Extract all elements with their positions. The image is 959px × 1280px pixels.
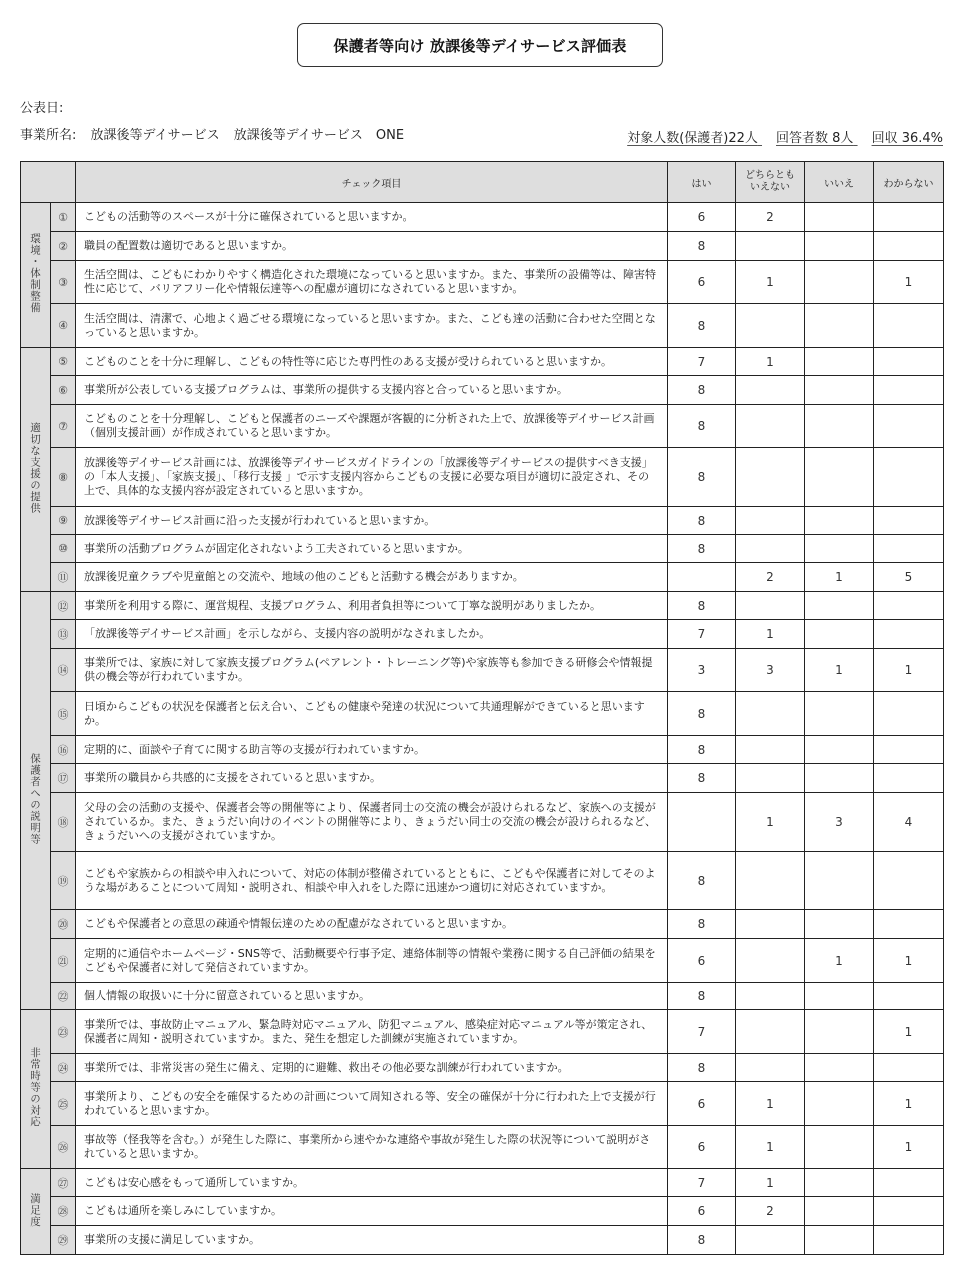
count-no bbox=[805, 405, 874, 448]
count-neither bbox=[736, 852, 805, 910]
count-unknown bbox=[874, 304, 944, 348]
item-question: 日頃からこどもの状況を保護者と伝え合い、こどもの健康や発達の状況について共通理解ができていると思いますか。 bbox=[76, 692, 668, 736]
item-number: ⑪ bbox=[51, 563, 76, 592]
item-question: 生活空間は、清潔で、心地よく過ごせる環境になっていると思いますか。また、こども達の活動に合わせた空間となっていると思いますか。 bbox=[76, 304, 668, 348]
count-unknown bbox=[874, 376, 944, 405]
count-neither: 1 bbox=[736, 1169, 805, 1197]
item-number: ⑤ bbox=[51, 348, 76, 376]
table-row bbox=[21, 1126, 944, 1169]
count-yes: 8 bbox=[668, 405, 736, 448]
count-unknown: 1 bbox=[874, 1010, 944, 1054]
item-number: ⑲ bbox=[51, 852, 76, 910]
table-row bbox=[21, 1197, 944, 1226]
count-no bbox=[805, 620, 874, 649]
count-no bbox=[805, 983, 874, 1010]
item-number: ㉑ bbox=[51, 939, 76, 983]
count-no bbox=[805, 348, 874, 376]
item-question: こどものことを十分に理解し、こどもの特性等に応じた専門性のある支援が受けられていると思いますか。 bbox=[76, 348, 668, 376]
count-yes: 8 bbox=[668, 592, 736, 620]
table-row bbox=[21, 649, 944, 692]
item-number: ⑨ bbox=[51, 507, 76, 535]
count-no bbox=[805, 203, 874, 232]
item-question: 父母の会の活動の支援や、保護者会等の開催等により、保護者同士の交流の機会が設けられるなど、家族への支援がされているか。また、きょうだい向けのイベントの開催等により、きょうだい同士の交流の機会が設けられるなど、きょうだいへの支援がされていますか。 bbox=[76, 793, 668, 852]
item-number: ㉙ bbox=[51, 1226, 76, 1255]
count-unknown bbox=[874, 1226, 944, 1255]
item-number: ㉕ bbox=[51, 1082, 76, 1126]
count-yes: 8 bbox=[668, 764, 736, 793]
item-question: こどもは安心感をもって通所していますか。 bbox=[76, 1169, 668, 1197]
count-neither: 2 bbox=[736, 1197, 805, 1226]
count-no bbox=[805, 852, 874, 910]
count-yes: 6 bbox=[668, 1197, 736, 1226]
item-number: ② bbox=[51, 232, 76, 261]
count-no: 1 bbox=[805, 649, 874, 692]
table-row bbox=[21, 910, 944, 939]
item-question: こどもや保護者との意思の疎通や情報伝達のための配慮がなされていると思いますか。 bbox=[76, 910, 668, 939]
item-number: ㉘ bbox=[51, 1197, 76, 1226]
count-yes: 8 bbox=[668, 852, 736, 910]
office-name-1: 放課後等デイサービス bbox=[90, 128, 220, 143]
table-row bbox=[21, 304, 944, 348]
item-question: 放課後児童クラブや児童館との交流や、地域の他のこどもと活動する機会がありますか。 bbox=[76, 563, 668, 592]
item-number: ⑱ bbox=[51, 793, 76, 852]
respondent-count: 回答者数 8人 bbox=[776, 131, 854, 146]
item-question: 事業所の支援に満足していますか。 bbox=[76, 1226, 668, 1255]
count-no bbox=[805, 1010, 874, 1054]
count-neither bbox=[736, 764, 805, 793]
count-yes: 8 bbox=[668, 376, 736, 405]
office-name-2: 放課後等デイサービス ONE bbox=[233, 128, 405, 143]
table-row bbox=[21, 348, 944, 376]
item-number: ㉔ bbox=[51, 1054, 76, 1082]
item-number: ⑭ bbox=[51, 649, 76, 692]
count-unknown bbox=[874, 405, 944, 448]
header-neither bbox=[736, 162, 805, 203]
count-yes: 8 bbox=[668, 983, 736, 1010]
table-row bbox=[21, 1082, 944, 1126]
item-question: 定期的に通信やホームページ・SNS等で、活動概要や行事予定、連絡体制等の情報や業務に関する自己評価の結果をこどもや保護者に対して発信されていますか。 bbox=[76, 939, 668, 983]
count-unknown bbox=[874, 620, 944, 649]
count-yes: 7 bbox=[668, 1169, 736, 1197]
count-yes: 6 bbox=[668, 261, 736, 304]
count-neither: 2 bbox=[736, 203, 805, 232]
count-no bbox=[805, 736, 874, 764]
table-row bbox=[21, 620, 944, 649]
item-question: 職員の配置数は適切であると思いますか。 bbox=[76, 232, 668, 261]
table-row bbox=[21, 507, 944, 535]
count-unknown bbox=[874, 592, 944, 620]
table-body bbox=[21, 203, 944, 1255]
count-unknown: 1 bbox=[874, 1126, 944, 1169]
item-question: 放課後等デイサービス計画に沿った支援が行われていると思いますか。 bbox=[76, 507, 668, 535]
count-yes: 7 bbox=[668, 1010, 736, 1054]
count-yes bbox=[668, 793, 736, 852]
header-yes: はい bbox=[668, 162, 736, 203]
item-question: 事業所の職員から共感的に支援をされていると思いますか。 bbox=[76, 764, 668, 793]
count-yes: 8 bbox=[668, 1054, 736, 1082]
count-no: 1 bbox=[805, 563, 874, 592]
count-no bbox=[805, 376, 874, 405]
table-row bbox=[21, 448, 944, 507]
count-unknown bbox=[874, 348, 944, 376]
count-yes: 8 bbox=[668, 736, 736, 764]
target-count: 対象人数(保護者)22人 bbox=[627, 131, 758, 146]
count-neither: 1 bbox=[736, 348, 805, 376]
count-yes: 8 bbox=[668, 304, 736, 348]
count-neither bbox=[736, 1054, 805, 1082]
count-unknown bbox=[874, 852, 944, 910]
count-unknown bbox=[874, 736, 944, 764]
count-neither bbox=[736, 592, 805, 620]
publication-date-label: 公表日: bbox=[20, 101, 64, 116]
table-row bbox=[21, 939, 944, 983]
count-neither bbox=[736, 304, 805, 348]
count-unknown bbox=[874, 507, 944, 535]
count-no: 1 bbox=[805, 939, 874, 983]
header-no: いいえ bbox=[805, 162, 874, 203]
table-row bbox=[21, 692, 944, 736]
count-yes: 8 bbox=[668, 507, 736, 535]
table-row bbox=[21, 852, 944, 910]
count-unknown bbox=[874, 692, 944, 736]
count-no bbox=[805, 507, 874, 535]
section-label: 環境・体制整備 bbox=[29, 233, 41, 314]
table-row bbox=[21, 203, 944, 232]
count-no bbox=[805, 448, 874, 507]
count-yes: 7 bbox=[668, 620, 736, 649]
count-unknown: 1 bbox=[874, 261, 944, 304]
count-unknown bbox=[874, 203, 944, 232]
item-question: 「放課後等デイサービス計画」を示しながら、支援内容の説明がなされましたか。 bbox=[76, 620, 668, 649]
section-label-cell bbox=[21, 592, 51, 1010]
item-question: 事業所が公表している支援プログラムは、事業所の提供する支援内容と合っていると思いますか。 bbox=[76, 376, 668, 405]
count-neither: 1 bbox=[736, 261, 805, 304]
count-unknown bbox=[874, 910, 944, 939]
item-question: こどものことを十分理解し、こどもと保護者のニーズや課題が客観的に分析された上で、放課後等デイサービス計画（個別支援計画）が作成されていると思いますか。 bbox=[76, 405, 668, 448]
count-neither bbox=[736, 1010, 805, 1054]
item-question: こどもの活動等のスペースが十分に確保されていると思いますか。 bbox=[76, 203, 668, 232]
count-no bbox=[805, 1169, 874, 1197]
count-neither bbox=[736, 692, 805, 736]
count-yes: 8 bbox=[668, 692, 736, 736]
item-question: 事業所の活動プログラムが固定化されないよう工夫されていると思いますか。 bbox=[76, 535, 668, 563]
section-label: 満足度 bbox=[29, 1192, 41, 1228]
count-no bbox=[805, 1054, 874, 1082]
table-row bbox=[21, 983, 944, 1010]
item-question: 生活空間は、こどもにわかりやすく構造化された環境になっていると思いますか。また、事業所の設備等は、障害特性に応じて、バリアフリー化や情報伝達等への配慮が適切になされていると思いますか。 bbox=[76, 261, 668, 304]
count-neither bbox=[736, 910, 805, 939]
table-row bbox=[21, 535, 944, 563]
office-name-line bbox=[20, 124, 404, 143]
count-no: 3 bbox=[805, 793, 874, 852]
count-unknown: 1 bbox=[874, 649, 944, 692]
section-label-cell bbox=[21, 1169, 51, 1255]
table-row bbox=[21, 1226, 944, 1255]
table-row bbox=[21, 405, 944, 448]
item-question: 事業所を利用する際に、運営規程、支援プログラム、利用者負担等について丁寧な説明がありましたか。 bbox=[76, 592, 668, 620]
item-number: ⑮ bbox=[51, 692, 76, 736]
item-question: 定期的に、面談や子育てに関する助言等の支援が行われていますか。 bbox=[76, 736, 668, 764]
count-no bbox=[805, 232, 874, 261]
item-question: 事業所より、こどもの安全を確保するための計画について周知される等、安全の確保が十分に行われた上で支援が行われていると思いますか。 bbox=[76, 1082, 668, 1126]
item-number: ④ bbox=[51, 304, 76, 348]
count-neither bbox=[736, 736, 805, 764]
count-neither bbox=[736, 535, 805, 563]
item-number: ㉖ bbox=[51, 1126, 76, 1169]
count-yes: 8 bbox=[668, 232, 736, 261]
office-label: 事業所名: bbox=[20, 128, 77, 143]
table-row bbox=[21, 376, 944, 405]
count-unknown bbox=[874, 535, 944, 563]
count-neither: 1 bbox=[736, 793, 805, 852]
count-neither bbox=[736, 376, 805, 405]
count-no bbox=[805, 764, 874, 793]
item-number: ① bbox=[51, 203, 76, 232]
section-label-cell bbox=[21, 1010, 51, 1169]
count-neither: 1 bbox=[736, 1082, 805, 1126]
count-neither bbox=[736, 405, 805, 448]
table-row bbox=[21, 592, 944, 620]
count-yes: 8 bbox=[668, 448, 736, 507]
count-yes: 6 bbox=[668, 1126, 736, 1169]
count-no bbox=[805, 692, 874, 736]
table-row bbox=[21, 261, 944, 304]
item-number: ⑯ bbox=[51, 736, 76, 764]
count-neither bbox=[736, 1226, 805, 1255]
table-row bbox=[21, 736, 944, 764]
header-neither-label: どちらとも いえない bbox=[745, 170, 795, 193]
count-neither: 1 bbox=[736, 620, 805, 649]
item-question: こどもは通所を楽しみにしていますか。 bbox=[76, 1197, 668, 1226]
count-neither bbox=[736, 983, 805, 1010]
item-question: 個人情報の取扱いに十分に留意されていると思いますか。 bbox=[76, 983, 668, 1010]
count-no bbox=[805, 592, 874, 620]
section-label: 非常時等の対応 bbox=[29, 1047, 41, 1128]
item-number: ⑥ bbox=[51, 376, 76, 405]
item-question: 事業所では、事故防止マニュアル、緊急時対応マニュアル、防犯マニュアル、感染症対応マニュアル等が策定され、保護者に周知・説明されていますか。また、発生を想定した訓練が実施されていますか。 bbox=[76, 1010, 668, 1054]
count-neither bbox=[736, 507, 805, 535]
count-unknown: 5 bbox=[874, 563, 944, 592]
count-no bbox=[805, 1197, 874, 1226]
count-unknown: 1 bbox=[874, 939, 944, 983]
item-number: ⑫ bbox=[51, 592, 76, 620]
count-neither: 3 bbox=[736, 649, 805, 692]
item-question: こどもや家族からの相談や申入れについて、対応の体制が整備されているとともに、こどもや保護者に対してそのような場があることについて周知・説明され、相談や申入れをした際に迅速かつ適切に対応されていますか。 bbox=[76, 852, 668, 910]
count-no bbox=[805, 304, 874, 348]
count-yes: 6 bbox=[668, 939, 736, 983]
count-unknown bbox=[874, 1197, 944, 1226]
count-unknown bbox=[874, 983, 944, 1010]
count-neither bbox=[736, 232, 805, 261]
item-question: 事故等（怪我等を含む。）が発生した際に、事業所から速やかな連絡や事故が発生した際の状況等について説明がされていると思いますか。 bbox=[76, 1126, 668, 1169]
count-unknown bbox=[874, 764, 944, 793]
item-question: 放課後等デイサービス計画には、放課後等デイサービスガイドラインの「放課後等デイサービスの提供すべき支援」の「本人支援」、「家族支援」、「移行支援 」で示す支援内容からこどもの支援に必要な項目が適切に設定され、その上で、具体的な支援内容が設定されていると思いますか。 bbox=[76, 448, 668, 507]
table-row bbox=[21, 793, 944, 852]
section-label: 適切な支援の提供 bbox=[29, 422, 41, 514]
count-unknown: 1 bbox=[874, 1082, 944, 1126]
item-number: ⑧ bbox=[51, 448, 76, 507]
count-unknown: 4 bbox=[874, 793, 944, 852]
count-no bbox=[805, 1082, 874, 1126]
header-check-item: チェック項目 bbox=[76, 162, 668, 203]
count-unknown bbox=[874, 448, 944, 507]
count-yes: 7 bbox=[668, 348, 736, 376]
count-no bbox=[805, 910, 874, 939]
item-number: ⑦ bbox=[51, 405, 76, 448]
count-yes: 8 bbox=[668, 910, 736, 939]
count-unknown bbox=[874, 1169, 944, 1197]
count-yes: 8 bbox=[668, 535, 736, 563]
evaluation-table bbox=[20, 161, 944, 1255]
count-unknown bbox=[874, 232, 944, 261]
count-yes bbox=[668, 563, 736, 592]
count-neither: 1 bbox=[736, 1126, 805, 1169]
response-rate: 回収 36.4% bbox=[871, 131, 943, 146]
count-no bbox=[805, 261, 874, 304]
count-neither: 2 bbox=[736, 563, 805, 592]
count-no bbox=[805, 1226, 874, 1255]
count-yes: 3 bbox=[668, 649, 736, 692]
count-yes: 6 bbox=[668, 1082, 736, 1126]
item-number: ⑳ bbox=[51, 910, 76, 939]
item-number: ⑩ bbox=[51, 535, 76, 563]
count-no bbox=[805, 1126, 874, 1169]
table-header-row bbox=[21, 162, 944, 203]
table-row bbox=[21, 232, 944, 261]
section-label-cell bbox=[21, 348, 51, 592]
section-label-cell bbox=[21, 203, 51, 348]
table-row bbox=[21, 1054, 944, 1082]
section-label: 保護者への説明等 bbox=[29, 753, 41, 845]
item-number: ㉗ bbox=[51, 1169, 76, 1197]
header-unknown: わからない bbox=[874, 162, 944, 203]
count-yes: 6 bbox=[668, 203, 736, 232]
count-unknown bbox=[874, 1054, 944, 1082]
header-blank bbox=[21, 162, 76, 203]
count-yes: 8 bbox=[668, 1226, 736, 1255]
item-number: ㉓ bbox=[51, 1010, 76, 1054]
item-question: 事業所では、家族に対して家族支援プログラム(ペアレント・トレーニング等)や家族等も参加できる研修会や情報提供の機会等が行われていますか。 bbox=[76, 649, 668, 692]
item-number: ㉒ bbox=[51, 983, 76, 1010]
document-title: 保護者等向け 放課後等デイサービス評価表 bbox=[297, 23, 663, 67]
item-number: ⑬ bbox=[51, 620, 76, 649]
table-row bbox=[21, 1010, 944, 1054]
item-number: ⑰ bbox=[51, 764, 76, 793]
table-row bbox=[21, 563, 944, 592]
item-question: 事業所では、非常災害の発生に備え、定期的に避難、救出その他必要な訓練が行われていますか。 bbox=[76, 1054, 668, 1082]
count-no bbox=[805, 535, 874, 563]
count-neither bbox=[736, 939, 805, 983]
count-neither bbox=[736, 448, 805, 507]
table-row bbox=[21, 764, 944, 793]
response-stats bbox=[627, 127, 943, 146]
table-row bbox=[21, 1169, 944, 1197]
item-number: ③ bbox=[51, 261, 76, 304]
